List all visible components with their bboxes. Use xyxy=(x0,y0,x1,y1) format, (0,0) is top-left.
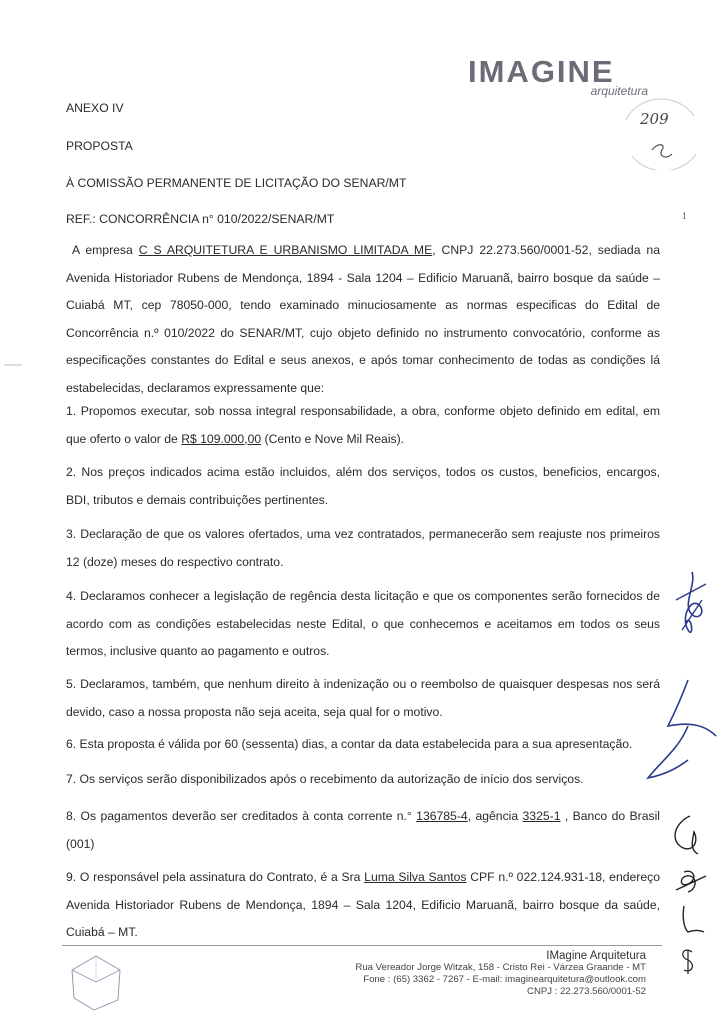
logo-sub-text: arquitetura xyxy=(590,84,648,98)
footer-company: IMagine Arquitetura xyxy=(546,950,646,962)
margin-mark-icon xyxy=(0,360,30,370)
item-9 xyxy=(66,864,660,947)
item-4: 4. Declaramos conhecer a legislação de regência desta licitação e que os componentes serão fornecidos de acordo com as condições estabelecidas neste Edital, o que conhecemos e aceitamos em todos os seus termos, inclusive quanto ao pagamento e outros. xyxy=(66,589,660,658)
footer-logo-icon xyxy=(66,952,126,1014)
item-6: 6. Esta proposta é válida por 60 (sessenta) dias, a contar da data estabelecida para a sua apresentação. xyxy=(66,737,633,751)
company-name: C S ARQUITETURA E URBANISMO LIMITADA ME xyxy=(138,243,433,257)
item-8-bank: , Banco do Brasil (001) xyxy=(66,809,660,851)
margin-signatures-icon xyxy=(596,560,724,980)
stamp-number: 209 xyxy=(640,110,669,128)
footer-phone-email: Fone : (65) 3362 - 7267 - E-mail: imaginearquitetura@outlook.com xyxy=(363,974,646,985)
page-number: 1 xyxy=(682,212,688,221)
commission-line: À COMISSÃO PERMANENTE DE LICITAÇÃO DO SENAR/MT xyxy=(66,176,407,190)
logo-main-text: IMAGINE xyxy=(468,54,615,89)
item-1 xyxy=(66,398,660,453)
proposal-value: R$ 109.000,00 xyxy=(181,431,262,446)
item-9-address: CPF n.º 022.124.931-18, endereço Avenida Historiador Rubens de Mendonça, 1894 – Sala 1204, Edificio Maruanã, bairro bosque da saúde, Cuiabá – MT. xyxy=(66,870,660,939)
item-8-mid: , agência xyxy=(467,809,523,823)
intro-paragraph xyxy=(66,237,660,402)
page-stamp xyxy=(618,98,702,170)
reference-line: REF.: CONCORRÊNCIA n° 010/2022/SENAR/MT xyxy=(66,212,335,226)
intro-pre: A empresa xyxy=(71,243,139,257)
footer-divider xyxy=(62,945,662,946)
item-5: 5. Declaramos, também, que nenhum direito à indenização ou o reembolso de quaisquer despesas nos será devido, caso a nossa proposta não seja aceita, seja qual for o motivo. xyxy=(66,677,660,719)
intro-post: , CNPJ 22.273.560/0001-52, sediada na Avenida Historiador Rubens de Mendonça, 1894 - Sala 1204 – Edificio Maruanã, bairro bosque da saúde – Cuiabá MT, cep 78050-000, tendo examinado minuciosamente as normas especificas do Edital de Concorrência n.º 010/2022 do SENAR/MT, cujo objeto definido no instrumento convocatório, conforme as especificações constantes do Edital e seus anexos, e após tomar conhecimento de todas as condições lá estabelecidas, declaramos expressamente que: xyxy=(66,243,660,395)
item-3: 3. Declaração de que os valores ofertados, uma vez contratados, permanecerão sem reajuste nos primeiros 12 (doze) meses do respectivo contrato. xyxy=(66,527,660,569)
company-logo xyxy=(468,56,650,98)
responsible-name: Luma Silva Santos xyxy=(364,870,467,884)
footer-contact xyxy=(355,950,646,998)
item-2: 2. Nos preços indicados acima estão incluidos, além dos serviços, todos os custos, beneficios, encargos, BDI, tributos e demais contribuições pertinentes. xyxy=(66,465,660,507)
item-9-text: 9. O responsável pela assinatura do Contrato, é a Sra xyxy=(66,870,365,884)
annex-label: ANEXO IV xyxy=(66,101,124,115)
item-8 xyxy=(66,803,660,858)
item-1-value-words: (Cento e Nove Mil Reais). xyxy=(261,431,405,446)
item-1-text: 1. Propomos executar, sob nossa integral responsabilidade, a obra, conforme objeto definido em edital, em que oferto o valor de xyxy=(66,404,660,446)
item-8-text: 8. Os pagamentos deverão ser creditados à conta corrente n.° xyxy=(66,809,417,823)
account-number: 136785-4 xyxy=(416,809,468,823)
agency-number: 3325-1 xyxy=(522,809,561,823)
footer-cnpj: CNPJ : 22.273.560/0001-52 xyxy=(527,986,646,997)
footer-address: Rua Vereador Jorge Witzak, 158 - Cristo Rei - Várzea Graande - MT xyxy=(355,962,646,973)
item-7: 7. Os serviços serão disponibilizados após o recebimento da autorização de início dos serviços. xyxy=(66,772,584,786)
stamp-circle-icon xyxy=(618,98,702,170)
proposal-title: PROPOSTA xyxy=(66,139,133,153)
